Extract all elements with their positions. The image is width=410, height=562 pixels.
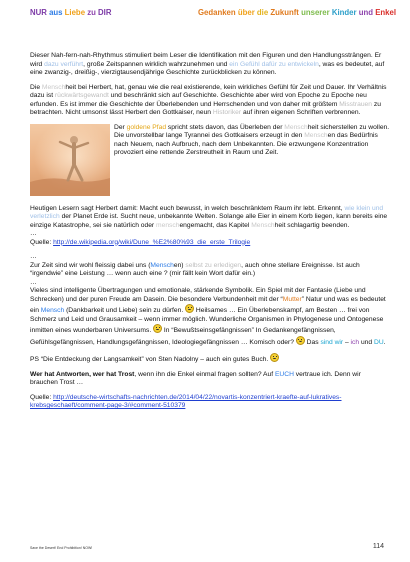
source-wikipedia: Quelle: http://de.wikipedia.org/wiki/Dune_%E2%80%93_die_erste_Trilogie <box>30 238 251 246</box>
page-number: 114 <box>372 543 384 550</box>
ellipsis: … <box>30 278 37 286</box>
highlight-text: Mensch <box>251 221 275 229</box>
header-left-word: aus <box>49 8 65 17</box>
header-left-word: zu <box>87 8 99 17</box>
highlight-text: wie klein und verletzlich <box>30 204 384 220</box>
highlight-text: ich <box>350 338 360 346</box>
highlight-text: sind wir <box>320 338 344 346</box>
source-link-wikipedia[interactable]: http://de.wikipedia.org/wiki/Dune_%E2%80%93_die_erste_Trilogie <box>53 238 251 246</box>
smiley-icon <box>185 304 194 313</box>
paragraph-golden-path: Der goldene Pfad spricht stets davon, das Überleben der Menschheit sicherstellen zu wollen. Die unvorstellbar lange Tyrannei des Gottkaisers erzeugt in den Menschen das Bedürfnis nach Neuem, nach Aufbruch, nach dem Unbekannten. Die erzwungene Konzentration provoziert eine rettende Zerstreutheit in Raum und Zeit. <box>114 123 390 156</box>
paragraph-self-destruction: Zur Zeit sind wir wohl fleissig dabei uns (Menschen) selbst zu erledigen, auch ohne stellare Ereignisse. Ist auch “irgendwie” eine Leistung … wenn auch eine ? (mir fällt kein Wort dafür ein.) <box>30 261 360 277</box>
highlight-text: ein Gefühl dafür zu entwickeln <box>229 60 319 68</box>
header-left-title <box>30 8 111 17</box>
paragraph-symbolism: Vieles sind intelligente Übertragungen und emotionale, stärkende Symbolik. Ein Spiel mit der Fantasie (Liebe und Schrecken) und der puren Freude am Dasein. Die besondere Verbundenheit mit der “Mutter” Natur und was es bedeutet ein Mensch (Dankbarkeit und Liebe) sein zu dürfen. Heilsames … Ein Überlebenskampf, am Besten … frei von Schmerz und Leid und Grausamkeit – wenn immer möglich. Wunderliche Organismen in Phylogenese und Ontogenese inmitten eines wunderbaren Universums. In “Bewußtseinsgefängnissen” In Gedankengefängnissen, Gefühlsgefängnissen, Handlungsgefängnissen, Ideologiegefängnissen … Komisch oder? Das sind wir – ich und DU. <box>30 287 386 346</box>
paragraph-rhythm: Dieser Nah-fern-nah-Rhythmus stimuliert beim Leser die Identifikation mit den Figuren und den Handlungssträngen. Er wird dazu verführt, große Zeitspannen wirklich wahrzunehmen und ein Gefühl dafür zu entwickeln, was es bedeutet, auf eine zwanzig-, dreißig-, vierzigtausendjährige Geschichte zurückblicken zu können. <box>30 52 385 76</box>
header-right-word: und <box>358 8 376 17</box>
header-right-word: Enkel <box>375 8 396 17</box>
highlight-text: Historiker <box>212 109 242 116</box>
header-right-word: über <box>237 8 257 17</box>
header-right-word: Zukunft <box>270 8 302 17</box>
paragraph-humanity: Die Menschheit bei Herbert, hat, genau wie die real existierende, kein wirkliches Gefühl für Zeit und Dauer. Ihr Verhältnis dazu ist rückwärtsgewandt und beschränkt sich auf Geschichte. Geschichte aber wird von Epoche zu Epoche neu erfunden. Es ist immer die Geschichte der Überlebenden und Herrschenden und von daher mit größtem Misstrauen zu betrachten. Nicht umsonst lässt Herbert den Gottkaiser, neun Historiker auf ihren eigenen Schriften verbrennen. <box>30 83 387 116</box>
header-right-word: unserer <box>301 8 332 17</box>
highlight-text: goldene Pfad <box>126 123 167 131</box>
header-right-word: Kinder <box>331 8 359 17</box>
paragraph-modern-readers: Heutigen Lesern sagt Herbert damit: Macht euch bewusst, in welch beschränktem Raum ihr lebt. Erkennt, wie klein und verletzlich der Planet Erde ist. Sucht neue, unbekannte Welten. Solange alle Eier in einem Korb liegen, kann bereits eine einzige Katastrophe, sei sie natürlich oder menschengemacht, das Kapitel Menschheit schlagartig beenden. <box>30 204 388 229</box>
page-header <box>30 8 396 22</box>
source-dwn: Quelle: http://deutsche-wirtschafts-nachrichten.de/2014/04/22/novartis-konzentriert-kraefte-auf-lukratives-krebsgeschaeft/comment-page-3/#comment-510379 <box>30 393 342 409</box>
paragraph-answers: Wer hat Antworten, wer hat Trost, wenn ihn die Enkel einmal fragen sollten? Auf EUCH vertraue ich. Denn wir brauchen Trost … <box>30 370 361 386</box>
highlight-text: selbst zu erledigen <box>185 261 242 269</box>
header-right-word: Gedanken <box>197 8 238 17</box>
highlight-text: Mutter <box>282 295 302 303</box>
header-right-title <box>198 8 396 17</box>
highlight-text: Mensch <box>150 261 174 269</box>
ellipsis: … <box>30 230 37 237</box>
page-content <box>30 52 390 417</box>
highlight-text: EUCH <box>274 370 294 378</box>
smiley-icon <box>270 353 279 362</box>
highlight-text: mensch <box>156 221 180 229</box>
highlight-text: dazu verführt <box>44 60 84 68</box>
desert-figure-illustration <box>30 124 110 196</box>
figure-paragraph <box>30 124 390 199</box>
header-left-word: NUR <box>30 8 50 17</box>
highlight-text: Mensch <box>284 123 308 131</box>
source-link-dwn[interactable]: http://deutsche-wirtschafts-nachrichten.de/2014/04/22/novartis-konzentriert-kraefte-auf-lukratives-krebsgeschaeft/comment-page-3/#comment-510379 <box>30 393 342 409</box>
footer-note: Save the Desert! End Prohibition! NOW! <box>30 546 93 550</box>
header-left-word: DIR <box>98 8 112 17</box>
highlight-text: Mensch <box>41 83 66 91</box>
ellipsis: … <box>30 253 37 260</box>
highlight-text: Mensch <box>40 307 65 314</box>
smiley-icon <box>153 324 162 333</box>
header-right-word: die <box>256 8 271 17</box>
highlight-text: rückwärtsgewandt <box>54 92 109 99</box>
header-left-word: Liebe <box>64 8 88 17</box>
paragraph-ps: PS “Die Entdeckung der Langsamkeit” von Sten Nadolny – auch ein gutes Buch. <box>30 353 390 365</box>
highlight-text: Mensch <box>304 132 328 139</box>
highlight-text: Misstrauen <box>339 100 372 108</box>
smiley-icon <box>296 336 305 345</box>
highlight-text: DU <box>373 338 384 346</box>
